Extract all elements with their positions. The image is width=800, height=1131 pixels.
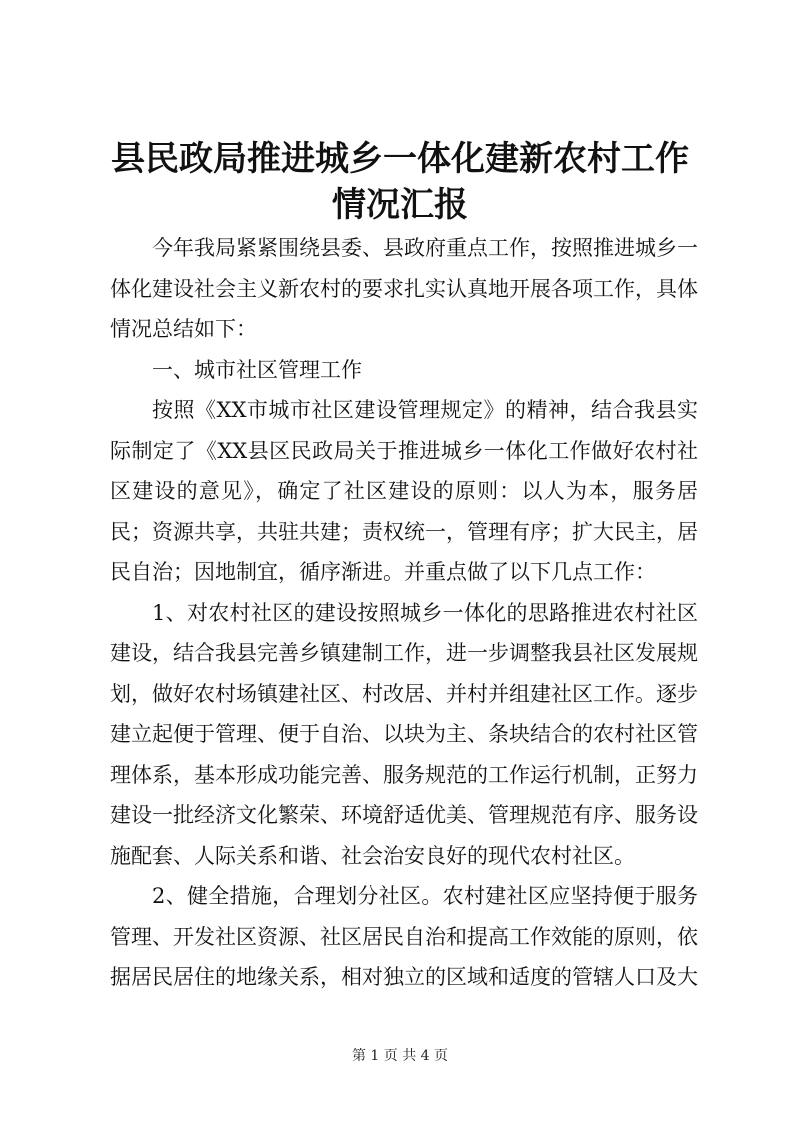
paragraph-item-2: 2、健全措施，合理划分社区。农村建社区应坚持便于服务管理、开发社区资源、社区居民自治和提高工作效能的原则，依据居民居住的地缘关系，相对独立的区域和适度的管辖人口及大 <box>110 884 698 989</box>
section-heading-community: 一、城市社区管理工作 <box>152 357 362 382</box>
document-body <box>110 228 698 998</box>
paragraph-principles: 按照《XX市城市社区建设管理规定》的精神，结合我县实际制定了《XX县区民政局关于推进城乡一体化工作做好农村社区建设的意见》，确定了社区建设的原则：以人为本，服务居民；资源共享，共驻共建；责权统一，管理有序；扩大民主，居民自治；因地制宜，循序渐进。并重点做了以下几点工作： <box>110 398 698 584</box>
page-footer: 第 1 页 共 4 页 <box>351 1048 449 1064</box>
document-title: 县民政局推进城乡一体化建新农村工作情况汇报 <box>111 139 689 225</box>
paragraph-intro: 今年我局紧紧围绕县委、县政府重点工作，按照推进城乡一体化建设社会主义新农村的要求扎实认真地开展各项工作，具体情况总结如下： <box>110 236 698 341</box>
paragraph-item-1: 1、对农村社区的建设按照城乡一体化的思路推进农村社区建设，结合我县完善乡镇建制工作，进一步调整我县社区发展规划，做好农村场镇建社区、村改居、并村并组建社区工作。逐步建立起便于管理、便于自治、以块为主、条块结合的农村社区管理体系，基本形成功能完善、服务规范的工作运行机制，正努力建设一批经济文化繁荣、环境舒适优美、管理规范有序、服务设施配套、人际关系和谐、社会治安良好的现代农村社区。 <box>110 600 698 868</box>
